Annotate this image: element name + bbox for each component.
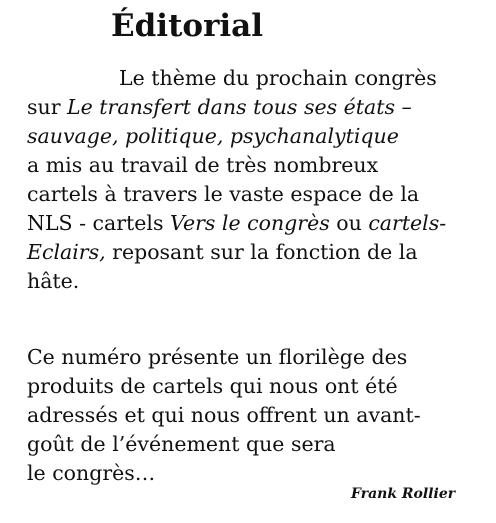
cartel-type-italic: Vers le congrès	[170, 211, 330, 235]
cartel-type-italic: cartels-	[368, 211, 447, 235]
congress-title-italic: Le transfert dans tous ses états –	[67, 95, 412, 119]
text-line: produits de cartels qui nous ont été	[27, 374, 398, 398]
text-line: Le thème du prochain congrès	[119, 66, 437, 90]
text-line: cartels à travers le vaste espace de la	[27, 182, 420, 206]
author-signature: Frank Rollier	[351, 486, 456, 502]
text-line: goût de l’événement que sera	[27, 432, 336, 456]
editorial-paragraph-2	[27, 343, 421, 488]
text-line: sur Le transfert dans tous ses états –	[27, 95, 412, 119]
text-line: Eclairs, reposant sur la fonction de la	[27, 240, 418, 264]
editorial-paragraph-1	[27, 64, 446, 296]
text-line: le congrès…	[27, 461, 156, 485]
text-line: hâte.	[27, 269, 80, 293]
congress-subtitle-italic: sauvage, politique, psychanalytique	[27, 124, 399, 148]
text-line: NLS - cartels Vers le congrès ou cartels-	[27, 211, 447, 235]
text-line: adressés et qui nous offrent un avant-	[27, 403, 421, 427]
text-line: a mis au travail de très nombreux	[27, 153, 379, 177]
editorial-title: Éditorial	[111, 8, 264, 44]
text-line: Ce numéro présente un florilège des	[27, 345, 408, 369]
cartel-type-italic: Eclairs,	[27, 240, 106, 264]
